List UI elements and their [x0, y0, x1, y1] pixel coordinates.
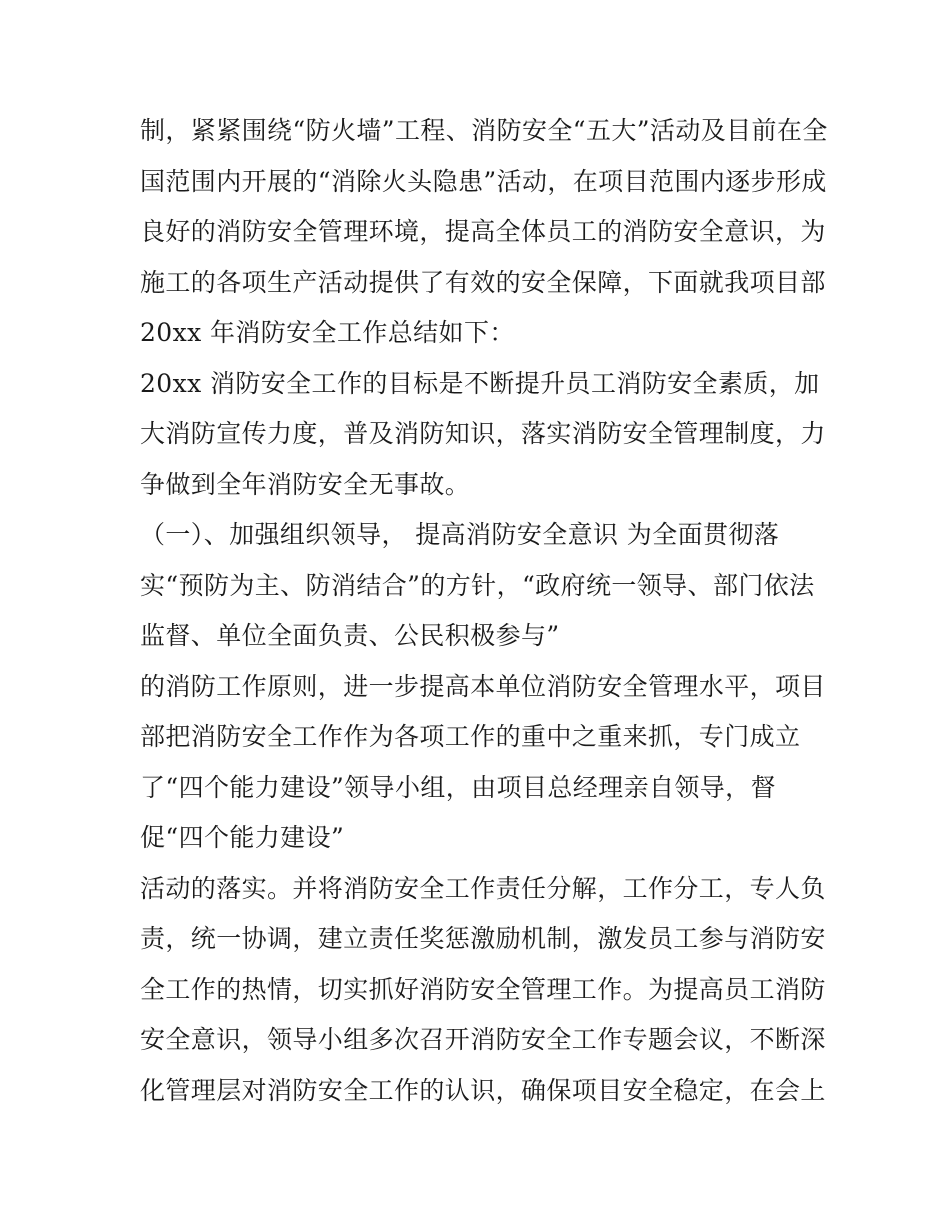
text-line: 全工作的热情，切实抓好消防安全管理工作。为提高员工消防	[140, 974, 826, 1004]
text-line: 争做到全年消防安全无事故。	[140, 469, 471, 499]
document-body	[140, 106, 828, 1116]
text-line: 了“四个能力建设”领导小组，由项目总经理亲自领导，督	[140, 772, 776, 802]
text-line: 部把消防安全工作作为各项工作的重中之重来抓，专门成立	[140, 722, 801, 751]
text-line: 良好的消防安全管理环境，提高全体员工的消防安全意识，为	[140, 217, 826, 246]
section-heading-line: （一）、加强组织领导， 提高消防安全意识 为全面贯彻落	[140, 520, 780, 549]
text-line: 的消防工作原则，进一步提高本单位消防安全管理水平，项目	[140, 671, 826, 701]
text-line: 制，紧紧围绕“防火墙”工程、消防安全“五大”活动及目前在全	[140, 116, 828, 145]
text-line: 责，统一协调，建立责任奖惩激励机制，激发员工参与消防安	[140, 924, 826, 953]
text-line: 安全意识，领导小组多次召开消防安全工作专题会议，不断深	[140, 1025, 826, 1054]
text-line: 大消防宣传力度，普及消防知识，落实消防安全管理制度，力	[140, 419, 826, 448]
text-line: 实“预防为主、防消结合”的方针，“政府统一领导、部门依法	[140, 570, 815, 600]
text-line: 促“四个能力建设”	[140, 823, 345, 852]
text-line: 20xx 消防安全工作的目标是不断提升员工消防安全素质，加	[140, 368, 820, 398]
text-line: 施工的各项生产活动提供了有效的安全保障，下面就我项目部	[140, 267, 826, 297]
text-line: 国范围内开展的“消除火头隐患”活动，在项目范围内逐步形成	[140, 166, 827, 196]
text-line: 监督、单位全面负责、公民积极参与”	[140, 621, 560, 650]
text-line: 20xx 年消防安全工作总结如下：	[140, 318, 515, 347]
text-line: 活动的落实。并将消防安全工作责任分解，工作分工，专人负	[140, 873, 826, 903]
text-line: 化管理层对消防安全工作的认识，确保项目安全稳定，在会上	[140, 1075, 826, 1105]
